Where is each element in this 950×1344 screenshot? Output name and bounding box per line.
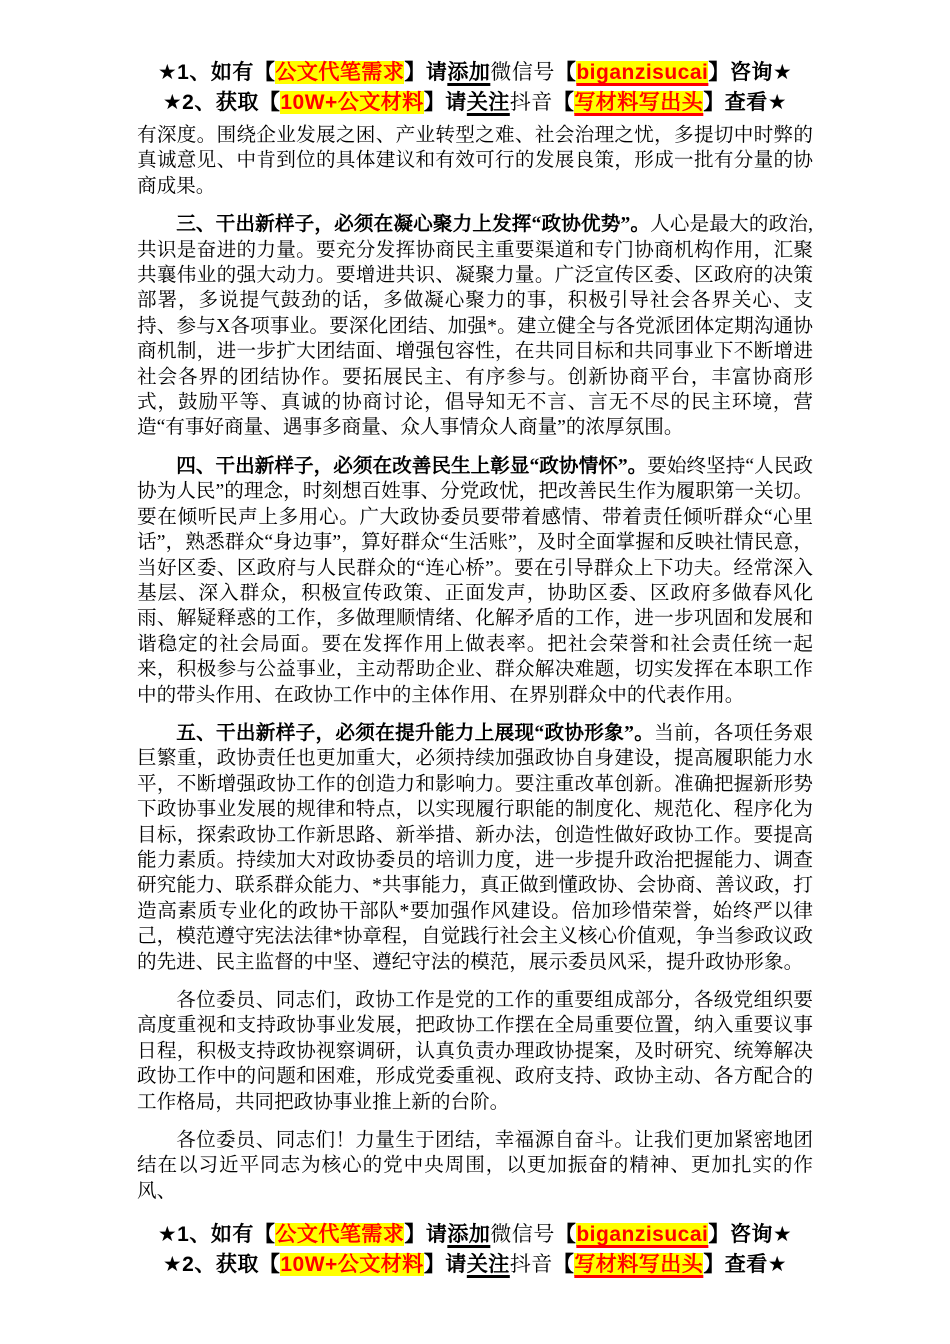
promo-text-run: 关注 xyxy=(466,1253,510,1277)
promo-text-run: 抖音 xyxy=(509,1253,553,1277)
promo-text-run: 【 xyxy=(552,1253,575,1277)
promo-text-run: 添加 xyxy=(447,61,491,84)
promo-text-run: 】请 xyxy=(423,91,467,114)
promo-header-line xyxy=(0,88,950,118)
promo-text-run: 微信号 xyxy=(490,1223,555,1247)
promo-text-run: 【 xyxy=(554,1223,577,1247)
text-run: 当前，各项任务艰巨繁重，政协责任也更加重大，必须持续加强政协自身建设，提高履职能力水平，不断增强政协工作的创造力和影响力。要注重改革创新。准确把握新形势下政协事业发展的规律和特点，以实现履行职能的制度化、规范化、程序化为目标，探索政协工作新思路、新举措、新办法，创造性做好政协工作。要提高能力素质。持续加大对政协委员的培训力度，进一步提升政治把握能力、调查研究能力、联系群众能力、*共事能力，真正做到懂政协、会协商、善议政，打造高素质专业化的政协干部队*要加强作风建设。倍加珍惜荣誉，始终严以律己，模范遵守宪法法律*协章程，自觉践行社会主义核心价值观，争当参政议政的先进、民主监督的中坚、遵纪守法的模范，展示委员风采，提升政协形象。 xyxy=(137,722,814,973)
promo-text-run: ★2、获取【 xyxy=(162,91,281,114)
paragraph xyxy=(137,988,813,1115)
text-run: 各位委员、同志们！力量生于团结，幸福源自奋斗。让我们更加紧密地团结在以习近平同志为核心的党中央周围，以更加振奋的精神、更加扎实的作风、 xyxy=(137,1130,813,1202)
promo-text-run: 关注 xyxy=(466,91,510,114)
promo-text-run: 10W+公文材料 xyxy=(280,91,424,114)
promo-text-run: 公文代笔需求 xyxy=(275,1223,405,1247)
paragraph xyxy=(137,212,813,441)
promo-footer xyxy=(0,1220,950,1280)
text-run: 各位委员、同志们，政协工作是党的工作的重要组成部分，各级党组织要高度重视和支持政协事业发展，把政协工作摆在全局重要位置，纳入重要议事日程，积极支持政协视察调研，认真负责办理政协提案，及时研究、统筹解决政协工作中的问题和困难，形成党委重视、政府支持、政协主动、各方配合的工作格局，共同把政协事业推上新的台阶。 xyxy=(137,990,813,1113)
text-run: 要始终坚持“人民政协为人民”的理念，时刻想百姓事、分党政忧，把改善民生作为履职第一关切。要在倾听民声上多用心。广大政协委员要带着感情、带着责任倾听群众“心里话”，熟悉群众“身边事”，算好群众“生活账”，及时全面掌握和反映社情民意，当好区委、区政府与人民群众的“连心桥”。要在引导群众上下功夫。经常深入基层、深入群众，积极宣传政策、正面发声，协助区委、区政府多做春风化雨、解疑释惑的工作，多做理顺情绪、化解矛盾的工作，进一步巩固和发展和谐稳定的社会局面。要在发挥作用上做表率。把社会荣誉和社会责任统一起来，积极参与公益事业，主动帮助企业、群众解决难题，切实发挥在本职工作中的带头作用、在政协工作中的主体作用、在界别群众中的代表作用。 xyxy=(137,455,813,706)
promo-header xyxy=(0,0,950,118)
promo-text-run: 】请 xyxy=(404,61,448,84)
promo-text-run: 】查看★ xyxy=(703,91,788,114)
paragraph xyxy=(137,454,813,708)
promo-text-run: 【 xyxy=(552,91,575,114)
section-heading-run: 五、干出新样子，必须在提升能力上展现“政协形象”。 xyxy=(176,722,655,744)
paragraph xyxy=(137,1128,813,1204)
promo-text-run: 写材料写出头 xyxy=(574,1253,704,1277)
promo-text-run: biganzisucai xyxy=(576,1223,709,1247)
promo-footer-line xyxy=(0,1250,950,1280)
promo-text-run: 【 xyxy=(554,61,577,84)
promo-text-run: 】请 xyxy=(404,1223,448,1247)
promo-text-run: 抖音 xyxy=(509,91,553,114)
promo-text-run: ★2、获取【 xyxy=(162,1253,281,1277)
promo-text-run: 】咨询★ xyxy=(708,61,793,84)
document-body xyxy=(137,123,813,1204)
text-run: 有深度。围绕企业发展之困、产业转型之难、社会治理之忧，多提切中时弊的真诚意见、中肯到位的具体建议和有效可行的发展良策，形成一批有分量的协商成果。 xyxy=(137,125,813,197)
promo-text-run: 添加 xyxy=(447,1223,491,1247)
promo-text-run: 】咨询★ xyxy=(708,1223,793,1247)
text-run: 人心是最大的政治,共识是奋进的力量。要充分发挥协商民主重要渠道和专门协商机构作用，汇聚共襄伟业的强大动力。要增进共识、凝聚力量。广泛宣传区委、区政府的决策部署，多说提气鼓劲的话，多做凝心聚力的事，积极引导社会各界关心、支持、参与X各项事业。要深化团结、加强*。建立健全与各党派团体定期沟通协商机制，进一步扩大团结面、增强包容性，在共同目标和共同事业下不断增进社会各界的团结协作。要拓展民主、有序参与。创新协商平台，丰富协商形式，鼓励平等、真诚的协商讨论，倡导知无不言、言无不尽的民主环境，营造“有事好商量、遇事多商量、众人事情众人商量”的浓厚氛围。 xyxy=(137,214,813,439)
promo-text-run: biganzisucai xyxy=(576,61,709,84)
promo-text-run: 公文代笔需求 xyxy=(275,61,405,84)
promo-text-run: 10W+公文材料 xyxy=(280,1253,424,1277)
promo-text-run: 】请 xyxy=(423,1253,467,1277)
promo-text-run: ★1、如有【 xyxy=(157,1223,276,1247)
promo-footer-line xyxy=(0,1220,950,1250)
promo-header-line xyxy=(0,58,950,88)
promo-text-run: 写材料写出头 xyxy=(574,91,704,114)
section-heading-run: 三、干出新样子，必须在凝心聚力上发挥“政协优势”。 xyxy=(176,214,651,236)
paragraph xyxy=(137,721,813,975)
section-heading-run: 四、干出新样子，必须在改善民生上彰显“政协情怀”。 xyxy=(176,455,648,477)
paragraph xyxy=(137,123,813,199)
promo-text-run: 】查看★ xyxy=(703,1253,788,1277)
promo-text-run: ★1、如有【 xyxy=(157,61,276,84)
promo-text-run: 微信号 xyxy=(490,61,555,84)
